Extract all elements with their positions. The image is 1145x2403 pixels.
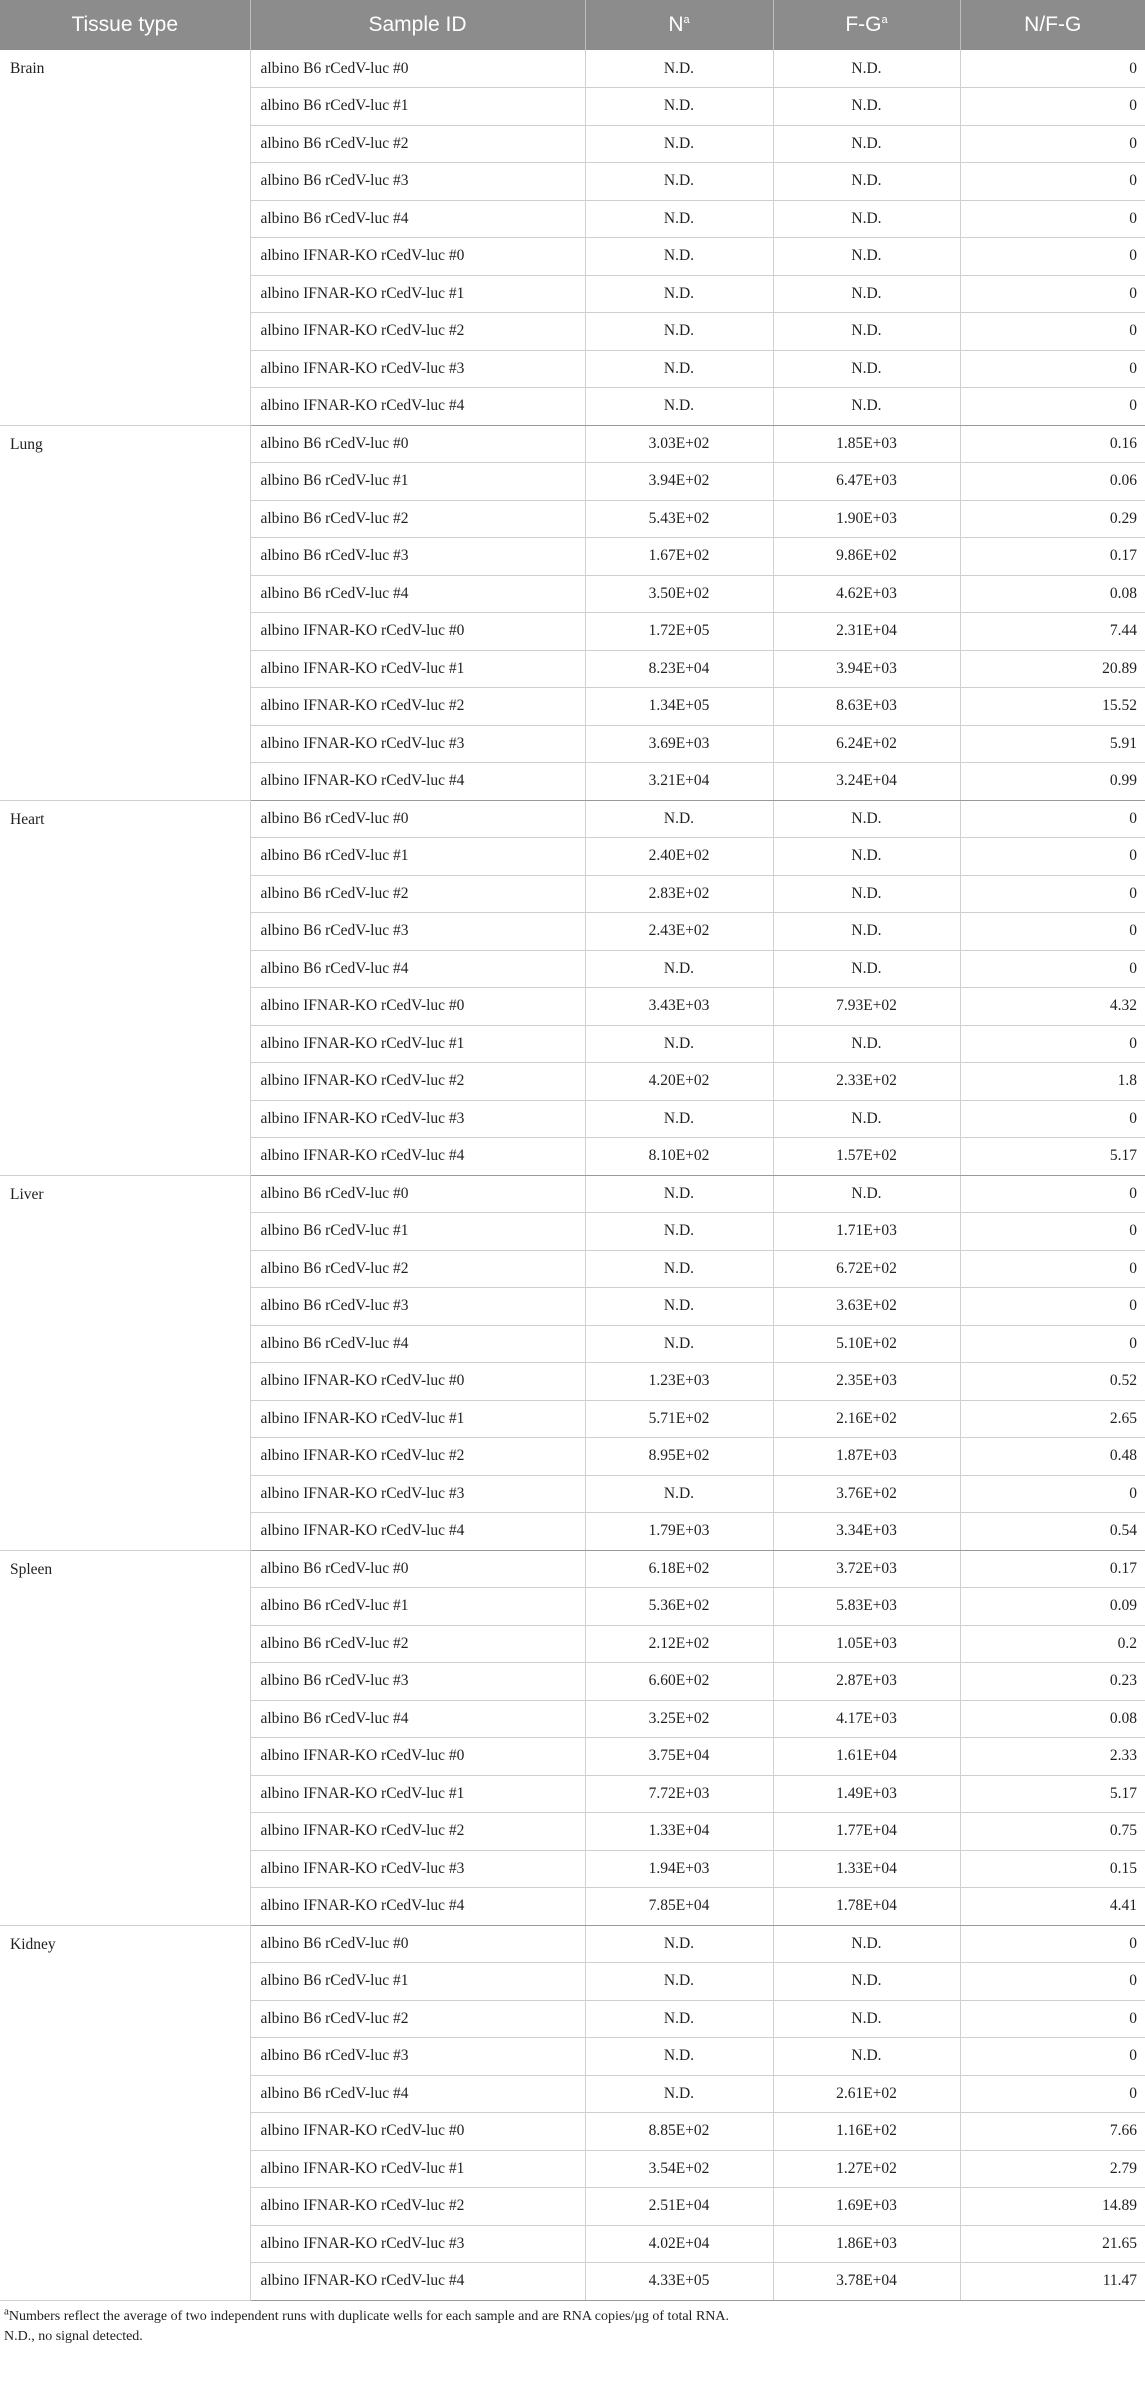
n-value-cell: 2.40E+02 <box>585 838 773 876</box>
n-value-cell: N.D. <box>585 1100 773 1138</box>
f-g-value-cell: N.D. <box>773 913 960 951</box>
sample-id-cell: albino IFNAR-KO rCedV-luc #2 <box>250 313 585 351</box>
f-g-value-cell: 3.94E+03 <box>773 650 960 688</box>
sample-id-cell: albino IFNAR-KO rCedV-luc #4 <box>250 1888 585 1926</box>
f-g-value-cell: 3.78E+04 <box>773 2263 960 2301</box>
f-g-value-cell: 2.35E+03 <box>773 1363 960 1401</box>
f-g-value-cell: N.D. <box>773 1963 960 2001</box>
f-g-value-cell: N.D. <box>773 1025 960 1063</box>
n-value-cell: 6.18E+02 <box>585 1550 773 1588</box>
f-g-value-cell: 3.72E+03 <box>773 1550 960 1588</box>
n-value-cell: N.D. <box>585 313 773 351</box>
ratio-cell: 2.65 <box>960 1400 1145 1438</box>
f-g-value-cell: N.D. <box>773 1100 960 1138</box>
n-value-cell: 8.23E+04 <box>585 650 773 688</box>
footnote-marker: a <box>683 14 690 26</box>
header-sample-id: Sample ID <box>250 0 585 50</box>
n-value-cell: N.D. <box>585 2075 773 2113</box>
n-value-cell: 3.25E+02 <box>585 1700 773 1738</box>
ratio-cell: 15.52 <box>960 688 1145 726</box>
n-value-cell: N.D. <box>585 800 773 838</box>
f-g-value-cell: N.D. <box>773 313 960 351</box>
tissue-type-cell: Heart <box>0 800 250 1175</box>
n-value-cell: N.D. <box>585 125 773 163</box>
sample-id-cell: albino IFNAR-KO rCedV-luc #3 <box>250 350 585 388</box>
n-value-cell: N.D. <box>585 1925 773 1963</box>
n-value-cell: 3.75E+04 <box>585 1738 773 1776</box>
ratio-cell: 0.06 <box>960 463 1145 501</box>
tissue-type-cell: Liver <box>0 1175 250 1550</box>
f-g-value-cell: N.D. <box>773 875 960 913</box>
sample-id-cell: albino IFNAR-KO rCedV-luc #4 <box>250 1513 585 1551</box>
sample-id-cell: albino B6 rCedV-luc #1 <box>250 1963 585 2001</box>
f-g-value-cell: 1.57E+02 <box>773 1138 960 1176</box>
sample-id-cell: albino IFNAR-KO rCedV-luc #3 <box>250 1850 585 1888</box>
f-g-value-cell: 1.86E+03 <box>773 2225 960 2263</box>
f-g-value-cell: 1.78E+04 <box>773 1888 960 1926</box>
f-g-value-cell: 2.87E+03 <box>773 1663 960 1701</box>
sample-id-cell: albino IFNAR-KO rCedV-luc #0 <box>250 1738 585 1776</box>
f-g-value-cell: N.D. <box>773 388 960 426</box>
sample-id-cell: albino B6 rCedV-luc #4 <box>250 950 585 988</box>
n-value-cell: N.D. <box>585 200 773 238</box>
ratio-cell: 7.66 <box>960 2113 1145 2151</box>
ratio-cell: 0 <box>960 1925 1145 1963</box>
ratio-cell: 7.44 <box>960 613 1145 651</box>
sample-id-cell: albino IFNAR-KO rCedV-luc #0 <box>250 1363 585 1401</box>
tissue-type-cell: Lung <box>0 425 250 800</box>
sample-id-cell: albino B6 rCedV-luc #1 <box>250 463 585 501</box>
ratio-cell: 0.15 <box>960 1850 1145 1888</box>
sample-id-cell: albino B6 rCedV-luc #0 <box>250 800 585 838</box>
n-value-cell: 1.34E+05 <box>585 688 773 726</box>
f-g-value-cell: 6.72E+02 <box>773 1250 960 1288</box>
n-value-cell: 6.60E+02 <box>585 1663 773 1701</box>
sample-id-cell: albino B6 rCedV-luc #4 <box>250 1325 585 1363</box>
ratio-cell: 0.54 <box>960 1513 1145 1551</box>
ratio-cell: 0 <box>960 50 1145 88</box>
n-value-cell: 2.43E+02 <box>585 913 773 951</box>
ratio-cell: 0 <box>960 163 1145 201</box>
ratio-cell: 20.89 <box>960 650 1145 688</box>
f-g-value-cell: N.D. <box>773 1925 960 1963</box>
f-g-value-cell: 2.61E+02 <box>773 2075 960 2113</box>
sample-id-cell: albino B6 rCedV-luc #4 <box>250 575 585 613</box>
sample-id-cell: albino IFNAR-KO rCedV-luc #1 <box>250 1775 585 1813</box>
sample-id-cell: albino IFNAR-KO rCedV-luc #0 <box>250 988 585 1026</box>
f-g-value-cell: 1.77E+04 <box>773 1813 960 1851</box>
f-g-value-cell: 1.27E+02 <box>773 2150 960 2188</box>
f-g-value-cell: 1.87E+03 <box>773 1438 960 1476</box>
n-value-cell: N.D. <box>585 1175 773 1213</box>
f-g-value-cell: 4.17E+03 <box>773 1700 960 1738</box>
f-g-value-cell: 1.90E+03 <box>773 500 960 538</box>
ratio-cell: 2.79 <box>960 2150 1145 2188</box>
sample-id-cell: albino B6 rCedV-luc #4 <box>250 200 585 238</box>
f-g-value-cell: 2.33E+02 <box>773 1063 960 1101</box>
sample-id-cell: albino B6 rCedV-luc #3 <box>250 163 585 201</box>
footnote-marker: a <box>881 14 888 26</box>
sample-id-cell: albino IFNAR-KO rCedV-luc #3 <box>250 725 585 763</box>
ratio-cell: 0 <box>960 1100 1145 1138</box>
f-g-value-cell: N.D. <box>773 838 960 876</box>
sample-id-cell: albino B6 rCedV-luc #2 <box>250 500 585 538</box>
ratio-cell: 0 <box>960 2075 1145 2113</box>
n-value-cell: N.D. <box>585 388 773 426</box>
f-g-value-cell: 3.34E+03 <box>773 1513 960 1551</box>
f-g-value-cell: 6.24E+02 <box>773 725 960 763</box>
sample-id-cell: albino B6 rCedV-luc #3 <box>250 913 585 951</box>
ratio-cell: 0 <box>960 275 1145 313</box>
tissue-type-cell: Kidney <box>0 1925 250 2300</box>
ratio-cell: 0 <box>960 1288 1145 1326</box>
ratio-cell: 0.2 <box>960 1625 1145 1663</box>
f-g-value-cell: 1.05E+03 <box>773 1625 960 1663</box>
ratio-cell: 0 <box>960 838 1145 876</box>
f-g-value-cell: N.D. <box>773 950 960 988</box>
n-value-cell: N.D. <box>585 1288 773 1326</box>
f-g-value-cell: N.D. <box>773 350 960 388</box>
f-g-value-cell: N.D. <box>773 1175 960 1213</box>
sample-id-cell: albino IFNAR-KO rCedV-luc #2 <box>250 1813 585 1851</box>
ratio-cell: 0.52 <box>960 1363 1145 1401</box>
sample-id-cell: albino IFNAR-KO rCedV-luc #3 <box>250 1475 585 1513</box>
n-value-cell: N.D. <box>585 88 773 126</box>
sample-id-cell: albino IFNAR-KO rCedV-luc #1 <box>250 275 585 313</box>
ratio-cell: 0.75 <box>960 1813 1145 1851</box>
sample-id-cell: albino B6 rCedV-luc #1 <box>250 1588 585 1626</box>
ratio-cell: 11.47 <box>960 2263 1145 2301</box>
n-value-cell: N.D. <box>585 50 773 88</box>
f-g-value-cell: 1.61E+04 <box>773 1738 960 1776</box>
n-value-cell: 4.33E+05 <box>585 2263 773 2301</box>
ratio-cell: 0 <box>960 388 1145 426</box>
f-g-value-cell: 3.24E+04 <box>773 763 960 801</box>
sample-id-cell: albino IFNAR-KO rCedV-luc #4 <box>250 388 585 426</box>
ratio-cell: 0.99 <box>960 763 1145 801</box>
table-row <box>0 1550 1145 1588</box>
sample-id-cell: albino IFNAR-KO rCedV-luc #3 <box>250 2225 585 2263</box>
ratio-cell: 0.23 <box>960 1663 1145 1701</box>
sample-id-cell: albino B6 rCedV-luc #3 <box>250 1288 585 1326</box>
n-value-cell: 5.43E+02 <box>585 500 773 538</box>
n-value-cell: N.D. <box>585 1250 773 1288</box>
ratio-cell: 0.29 <box>960 500 1145 538</box>
header-tissue-type: Tissue type <box>0 0 250 50</box>
f-g-value-cell: N.D. <box>773 2038 960 2076</box>
header-row <box>0 0 1145 50</box>
ratio-cell: 5.17 <box>960 1775 1145 1813</box>
n-value-cell: 7.72E+03 <box>585 1775 773 1813</box>
sample-id-cell: albino B6 rCedV-luc #2 <box>250 2000 585 2038</box>
ratio-cell: 0.09 <box>960 1588 1145 1626</box>
f-g-value-cell: 5.83E+03 <box>773 1588 960 1626</box>
f-g-value-cell: 6.47E+03 <box>773 463 960 501</box>
ratio-cell: 4.41 <box>960 1888 1145 1926</box>
ratio-cell: 2.33 <box>960 1738 1145 1776</box>
ratio-cell: 0 <box>960 950 1145 988</box>
ratio-cell: 0.08 <box>960 1700 1145 1738</box>
n-value-cell: N.D. <box>585 950 773 988</box>
ratio-cell: 0.16 <box>960 425 1145 463</box>
n-value-cell: N.D. <box>585 1963 773 2001</box>
ratio-cell: 21.65 <box>960 2225 1145 2263</box>
f-g-value-cell: N.D. <box>773 800 960 838</box>
ratio-cell: 1.8 <box>960 1063 1145 1101</box>
n-value-cell: 4.20E+02 <box>585 1063 773 1101</box>
sample-id-cell: albino B6 rCedV-luc #2 <box>250 875 585 913</box>
n-value-cell: 5.36E+02 <box>585 1588 773 1626</box>
sample-id-cell: albino B6 rCedV-luc #3 <box>250 2038 585 2076</box>
sample-id-cell: albino B6 rCedV-luc #2 <box>250 1625 585 1663</box>
f-g-value-cell: 3.63E+02 <box>773 1288 960 1326</box>
n-value-cell: 3.50E+02 <box>585 575 773 613</box>
ratio-cell: 0 <box>960 1250 1145 1288</box>
n-value-cell: 3.43E+03 <box>585 988 773 1026</box>
f-g-value-cell: N.D. <box>773 88 960 126</box>
n-value-cell: N.D. <box>585 275 773 313</box>
table-body <box>0 50 1145 2300</box>
sample-id-cell: albino B6 rCedV-luc #0 <box>250 1550 585 1588</box>
ratio-cell: 14.89 <box>960 2188 1145 2226</box>
f-g-value-cell: 1.49E+03 <box>773 1775 960 1813</box>
n-value-cell: 1.33E+04 <box>585 1813 773 1851</box>
table-row <box>0 1175 1145 1213</box>
table-row <box>0 425 1145 463</box>
sample-id-cell: albino IFNAR-KO rCedV-luc #1 <box>250 1025 585 1063</box>
sample-id-cell: albino B6 rCedV-luc #1 <box>250 88 585 126</box>
sample-id-cell: albino B6 rCedV-luc #0 <box>250 1925 585 1963</box>
f-g-value-cell: 7.93E+02 <box>773 988 960 1026</box>
n-value-cell: 2.83E+02 <box>585 875 773 913</box>
sample-id-cell: albino B6 rCedV-luc #0 <box>250 50 585 88</box>
sample-id-cell: albino IFNAR-KO rCedV-luc #2 <box>250 688 585 726</box>
ratio-cell: 0 <box>960 1213 1145 1251</box>
n-value-cell: N.D. <box>585 238 773 276</box>
ratio-cell: 0 <box>960 200 1145 238</box>
ratio-cell: 0.48 <box>960 1438 1145 1476</box>
n-value-cell: 8.10E+02 <box>585 1138 773 1176</box>
n-value-cell: N.D. <box>585 2038 773 2076</box>
sample-id-cell: albino B6 rCedV-luc #3 <box>250 1663 585 1701</box>
sample-id-cell: albino B6 rCedV-luc #2 <box>250 1250 585 1288</box>
n-value-cell: 1.23E+03 <box>585 1363 773 1401</box>
n-value-cell: N.D. <box>585 1475 773 1513</box>
n-value-cell: 7.85E+04 <box>585 1888 773 1926</box>
f-g-value-cell: 2.31E+04 <box>773 613 960 651</box>
ratio-cell: 5.91 <box>960 725 1145 763</box>
ratio-cell: 0 <box>960 800 1145 838</box>
sample-id-cell: albino B6 rCedV-luc #3 <box>250 538 585 576</box>
sample-id-cell: albino B6 rCedV-luc #1 <box>250 1213 585 1251</box>
sample-id-cell: albino IFNAR-KO rCedV-luc #0 <box>250 238 585 276</box>
n-value-cell: 4.02E+04 <box>585 2225 773 2263</box>
f-g-value-cell: 1.33E+04 <box>773 1850 960 1888</box>
footnotes <box>0 2301 1145 2353</box>
n-value-cell: N.D. <box>585 350 773 388</box>
n-value-cell: 3.03E+02 <box>585 425 773 463</box>
ratio-cell: 0 <box>960 2000 1145 2038</box>
n-value-cell: 8.95E+02 <box>585 1438 773 1476</box>
f-g-value-cell: 1.69E+03 <box>773 2188 960 2226</box>
f-g-value-cell: N.D. <box>773 50 960 88</box>
ratio-cell: 0 <box>960 2038 1145 2076</box>
ratio-cell: 0 <box>960 88 1145 126</box>
ratio-cell: 0 <box>960 1963 1145 2001</box>
f-g-value-cell: N.D. <box>773 275 960 313</box>
f-g-value-cell: 5.10E+02 <box>773 1325 960 1363</box>
table-row <box>0 800 1145 838</box>
n-value-cell: 1.67E+02 <box>585 538 773 576</box>
f-g-value-cell: N.D. <box>773 238 960 276</box>
header-n: $N^a$ <box>585 0 773 50</box>
sample-id-cell: albino IFNAR-KO rCedV-luc #0 <box>250 2113 585 2151</box>
n-value-cell: N.D. <box>585 1213 773 1251</box>
f-g-value-cell: 1.16E+02 <box>773 2113 960 2151</box>
n-value-cell: 1.79E+03 <box>585 1513 773 1551</box>
sample-id-cell: albino IFNAR-KO rCedV-luc #1 <box>250 1400 585 1438</box>
header-n-f-g: N/F-G <box>960 0 1145 50</box>
ratio-cell: 0 <box>960 125 1145 163</box>
footnote-nd: N.D., no signal detected. <box>4 2328 143 2344</box>
n-value-cell: 2.51E+04 <box>585 2188 773 2226</box>
f-g-value-cell: 2.16E+02 <box>773 1400 960 1438</box>
sample-id-cell: albino B6 rCedV-luc #4 <box>250 2075 585 2113</box>
n-value-cell: 1.72E+05 <box>585 613 773 651</box>
n-value-cell: 3.21E+04 <box>585 763 773 801</box>
ratio-cell: 0.17 <box>960 538 1145 576</box>
sample-id-cell: albino B6 rCedV-luc #1 <box>250 838 585 876</box>
ratio-cell: 0 <box>960 1325 1145 1363</box>
ratio-cell: 0 <box>960 313 1145 351</box>
sample-id-cell: albino IFNAR-KO rCedV-luc #4 <box>250 763 585 801</box>
table-row <box>0 50 1145 88</box>
header-f-g: $F-G^a$ <box>773 0 960 50</box>
sample-id-cell: albino IFNAR-KO rCedV-luc #0 <box>250 613 585 651</box>
n-value-cell: 3.54E+02 <box>585 2150 773 2188</box>
ratio-cell: 0.08 <box>960 575 1145 613</box>
sample-id-cell: albino B6 rCedV-luc #0 <box>250 425 585 463</box>
table-row <box>0 1925 1145 1963</box>
ratio-cell: 0 <box>960 238 1145 276</box>
sample-id-cell: albino IFNAR-KO rCedV-luc #2 <box>250 1063 585 1101</box>
sample-id-cell: albino IFNAR-KO rCedV-luc #3 <box>250 1100 585 1138</box>
sample-id-cell: albino IFNAR-KO rCedV-luc #2 <box>250 1438 585 1476</box>
f-g-value-cell: N.D. <box>773 163 960 201</box>
f-g-value-cell: N.D. <box>773 125 960 163</box>
sample-id-cell: albino B6 rCedV-luc #4 <box>250 1700 585 1738</box>
f-g-value-cell: 1.71E+03 <box>773 1213 960 1251</box>
n-value-cell: 3.94E+02 <box>585 463 773 501</box>
ratio-cell: 5.17 <box>960 1138 1145 1176</box>
footnote-a: $^a$Numbers reflect the average of two independent runs with duplicate wells for each sample and are RNA copies/μg of total RNA. <box>4 2304 730 2324</box>
ratio-cell: 4.32 <box>960 988 1145 1026</box>
f-g-value-cell: 9.86E+02 <box>773 538 960 576</box>
sample-id-cell: albino IFNAR-KO rCedV-luc #1 <box>250 2150 585 2188</box>
ratio-cell: 0.17 <box>960 1550 1145 1588</box>
f-g-value-cell: N.D. <box>773 2000 960 2038</box>
ratio-cell: 0 <box>960 1175 1145 1213</box>
n-value-cell: 5.71E+02 <box>585 1400 773 1438</box>
n-value-cell: N.D. <box>585 1025 773 1063</box>
sample-id-cell: albino IFNAR-KO rCedV-luc #1 <box>250 650 585 688</box>
sample-id-cell: albino IFNAR-KO rCedV-luc #4 <box>250 1138 585 1176</box>
ratio-cell: 0 <box>960 350 1145 388</box>
n-value-cell: 3.69E+03 <box>585 725 773 763</box>
n-value-cell: N.D. <box>585 1325 773 1363</box>
ratio-cell: 0 <box>960 1025 1145 1063</box>
f-g-value-cell: N.D. <box>773 200 960 238</box>
n-value-cell: N.D. <box>585 163 773 201</box>
sample-id-cell: albino IFNAR-KO rCedV-luc #2 <box>250 2188 585 2226</box>
sample-id-cell: albino IFNAR-KO rCedV-luc #4 <box>250 2263 585 2301</box>
sample-id-cell: albino B6 rCedV-luc #0 <box>250 1175 585 1213</box>
ratio-cell: 0 <box>960 1475 1145 1513</box>
tissue-type-cell: Brain <box>0 50 250 425</box>
n-value-cell: 1.94E+03 <box>585 1850 773 1888</box>
f-g-value-cell: 8.63E+03 <box>773 688 960 726</box>
f-g-value-cell: 1.85E+03 <box>773 425 960 463</box>
f-g-value-cell: 3.76E+02 <box>773 1475 960 1513</box>
n-value-cell: N.D. <box>585 2000 773 2038</box>
n-value-cell: 2.12E+02 <box>585 1625 773 1663</box>
sample-id-cell: albino B6 rCedV-luc #2 <box>250 125 585 163</box>
f-g-value-cell: 4.62E+03 <box>773 575 960 613</box>
ratio-cell: 0 <box>960 913 1145 951</box>
n-value-cell: 8.85E+02 <box>585 2113 773 2151</box>
ratio-cell: 0 <box>960 875 1145 913</box>
tissue-type-cell: Spleen <box>0 1550 250 1925</box>
